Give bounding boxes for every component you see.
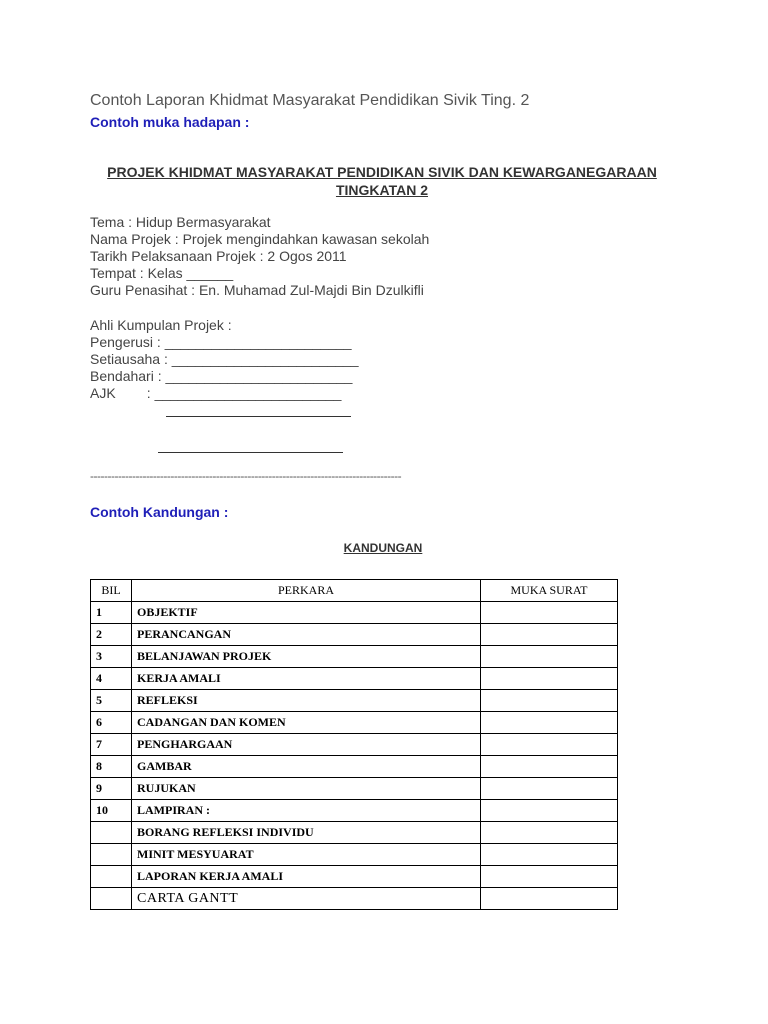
member-pengerusi: Pengerusi : ________________________ (90, 334, 352, 350)
cell-muka-surat (481, 624, 618, 646)
cell-muka-surat (481, 734, 618, 756)
header-perkara: PERKARA (132, 580, 481, 602)
info-tarikh: Tarikh Pelaksanaan Projek : 2 Ogos 2011 (90, 248, 347, 264)
cell-perkara: LAPORAN KERJA AMALI (132, 866, 481, 888)
cell-bil: 5 (91, 690, 132, 712)
front-page-heading: Contoh muka hadapan : (90, 114, 250, 130)
cell-muka-surat (481, 668, 618, 690)
cell-muka-surat (481, 822, 618, 844)
cell-bil (91, 844, 132, 866)
cell-muka-surat (481, 712, 618, 734)
cell-bil: 4 (91, 668, 132, 690)
table-row (91, 734, 618, 756)
separator-line: ----------------------------------------------------------------------------------------- (90, 469, 402, 483)
table-row (91, 844, 618, 866)
table-header-row (91, 580, 618, 602)
cell-bil: 7 (91, 734, 132, 756)
cell-muka-surat (481, 844, 618, 866)
table-row (91, 800, 618, 822)
table-row (91, 888, 618, 910)
cell-bil: 3 (91, 646, 132, 668)
cell-perkara: MINIT MESYUARAT (132, 844, 481, 866)
cell-bil: 6 (91, 712, 132, 734)
table-row (91, 822, 618, 844)
info-nama-projek: Nama Projek : Projek mengindahkan kawasan sekolah (90, 231, 430, 247)
cell-bil (91, 822, 132, 844)
kandungan-title: KANDUNGAN (343, 541, 423, 555)
cell-bil: 2 (91, 624, 132, 646)
ajk-blank-line-2 (158, 438, 343, 453)
cell-muka-surat (481, 866, 618, 888)
cell-perkara: CARTA GANTT (132, 888, 481, 910)
cell-perkara: RUJUKAN (132, 778, 481, 800)
header-muka-surat: MUKA SURAT (481, 580, 618, 602)
member-bendahari: Bendahari : ________________________ (90, 368, 353, 384)
cell-muka-surat (481, 800, 618, 822)
document-title: Contoh Laporan Khidmat Masyarakat Pendidikan Sivik Ting. 2 (90, 92, 530, 109)
table-row (91, 690, 618, 712)
ajk-blank-line-1 (166, 402, 351, 417)
cell-bil: 1 (91, 602, 132, 624)
cell-perkara: PENGHARGAAN (132, 734, 481, 756)
cell-perkara: LAMPIRAN : (132, 800, 481, 822)
info-tema: Tema : Hidup Bermasyarakat (90, 214, 271, 230)
cell-muka-surat (481, 756, 618, 778)
cell-perkara: REFLEKSI (132, 690, 481, 712)
cell-muka-surat (481, 778, 618, 800)
cell-muka-surat (481, 690, 618, 712)
header-bil: BIL (91, 580, 132, 602)
info-tempat: Tempat : Kelas ______ (90, 265, 234, 281)
member-setiausaha: Setiausaha : ________________________ (90, 351, 359, 367)
cell-muka-surat (481, 888, 618, 910)
cell-bil (91, 866, 132, 888)
cell-perkara: CADANGAN DAN KOMEN (132, 712, 481, 734)
cell-perkara: PERANCANGAN (132, 624, 481, 646)
table-row (91, 624, 618, 646)
cell-bil: 8 (91, 756, 132, 778)
members-heading: Ahli Kumpulan Projek : (90, 317, 232, 333)
cell-bil: 9 (91, 778, 132, 800)
contents-heading: Contoh Kandungan : (90, 504, 229, 520)
contents-table (90, 579, 618, 910)
table-row (91, 646, 618, 668)
cell-perkara: GAMBAR (132, 756, 481, 778)
cell-bil: 10 (91, 800, 132, 822)
table-row (91, 866, 618, 888)
info-guru: Guru Penasihat : En. Muhamad Zul-Majdi Bin Dzulkifli (90, 282, 424, 298)
table-row (91, 778, 618, 800)
cell-perkara: BELANJAWAN PROJEK (132, 646, 481, 668)
member-ajk: AJK : ________________________ (90, 385, 342, 401)
project-title-line2: TINGKATAN 2 (335, 182, 429, 198)
cell-muka-surat (481, 602, 618, 624)
cell-perkara: OBJEKTIF (132, 602, 481, 624)
cell-perkara: BORANG REFLEKSI INDIVIDU (132, 822, 481, 844)
cell-perkara: KERJA AMALI (132, 668, 481, 690)
table-row (91, 756, 618, 778)
table-row (91, 668, 618, 690)
cell-muka-surat (481, 646, 618, 668)
project-title-line1: PROJEK KHIDMAT MASYARAKAT PENDIDIKAN SIVIK DAN KEWARGANEGARAAN (107, 164, 657, 180)
table-row (91, 602, 618, 624)
cell-bil (91, 888, 132, 910)
table-row (91, 712, 618, 734)
